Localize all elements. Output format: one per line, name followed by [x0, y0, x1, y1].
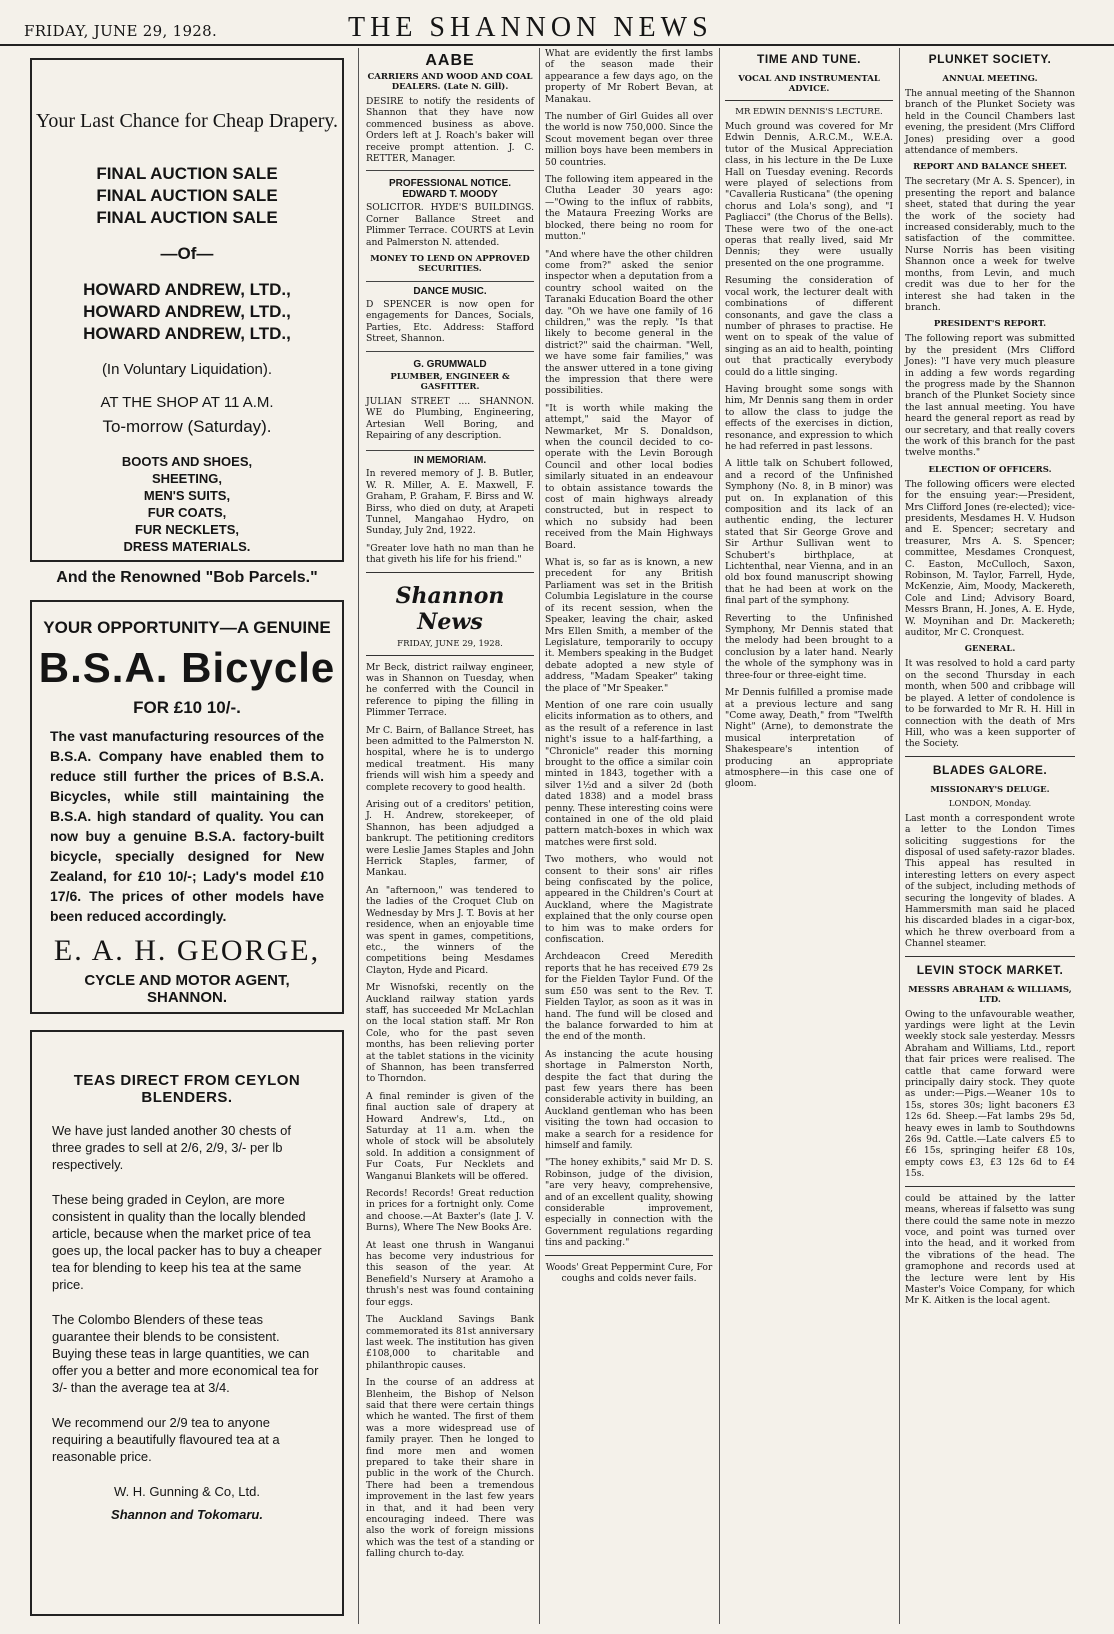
- article-paragraph: Reverting to the Unfinished Symphony, Mr Dennis stated that the melody had been brought to a conclusion by a later hand. Nearly the whole of the symphony was in three-four or three-eight time.: [725, 612, 893, 681]
- news-paragraph: Mr Beck, district railway engineer, was in Shannon on Tuesday, when he conferred with the Council in reference to piping the filling in Plimmer Terrace.: [366, 661, 534, 719]
- column-2: [366, 48, 534, 1624]
- news-paragraph: Records! Records! Great reduction in prices for a fortnight only. Come and choose.—At Baxter's (late J. V. Burns), Where The New Books Are.: [366, 1188, 534, 1234]
- moody-money: MONEY TO LEND ON APPROVED SECURITIES.: [370, 254, 530, 275]
- levin-title: LEVIN STOCK MARKET.: [916, 962, 1064, 977]
- grumwald-text: JULIAN STREET .... SHANNON. WE do Plumbing, Engineering, Artesian Well Boring, and Repairing of any description.: [366, 395, 534, 441]
- masthead: [0, 0, 1114, 46]
- peppermint-cure-ad: Woods' Great Peppermint Cure, For coughs and colds never fails.: [545, 1261, 713, 1285]
- drapery-headline: Your Last Chance for Cheap Drapery.: [35, 110, 339, 132]
- teas-paragraph: We have just landed another 30 chests of three grades to sell at 2/6, 2/9, 3/- per lb respectively.: [52, 1123, 291, 1172]
- column-5: [905, 48, 1075, 1624]
- bsa-headline: YOUR OPPORTUNITY—A GENUINE: [43, 618, 331, 637]
- news-paragraph: The following item appeared in the Clutha Leader 30 years ago:—"Owing to the influx of rabbits, the Mataura Freezing Works are blocked, there being no room for mutton.": [545, 174, 713, 243]
- news-paragraph: Mr C. Bairn, of Ballance Street, has been admitted to the Palmerston N. hospital, where he is to undergo medical treatment. His many friends will wish him a speedy and complete recovery to good health.: [366, 724, 534, 793]
- news-paragraph: "It is worth while making the attempt," said the Mayor of Newmarket, Mr S. Donaldson, when the council decided to co-operate with the Levin Borough Council and other local bodies similarly situated in an endeavour to obtain assistance towards the cost of main highways already constructed, but in respect to which no subsidy had been received from the Main Highways Board.: [545, 402, 713, 551]
- firm-line: HOWARD ANDREW, LTD.,: [83, 280, 291, 299]
- memoriam-quote: "Greater love hath no man than he that giveth his life for his friend.": [366, 542, 534, 566]
- time-and-tune-sub: VOCAL AND INSTRUMENTAL ADVICE.: [738, 74, 880, 94]
- goods-item: BOOTS AND SHOES,: [121, 454, 253, 469]
- plunket-sub: ANNUAL MEETING.: [942, 74, 1038, 84]
- dateline: FRIDAY, JUNE 29, 1928.: [397, 638, 503, 649]
- news-paragraph: An "afternoon," was tendered to the ladies of the Croquet Club on Wednesday by Mrs J. T. Bovis at her residence, when an enjoyable time was spent in games, competitions, etc., the winners of the competitions being Mesdames Clayton, Hyde and Picard.: [366, 884, 534, 976]
- goods-item: FUR NECKLETS,: [135, 522, 239, 537]
- news-paragraph: Mention of one rare coin usually elicits information as to others, and as the result of a reference in last night's issue to a half-farthing, a "Chronicle" reader this morning brought to the office a similar coin minted in 1843, together with a silver 1½d and a silver 2d (both dated 1838) and a model brass penny. These interesting coins were contained in one of the old plaid pattern match-boxes in which wax matches were first sold.: [545, 699, 713, 848]
- agent-role: CYCLE AND MOTOR AGENT,: [84, 972, 290, 989]
- sale-time: To-morrow (Saturday).: [102, 417, 272, 436]
- article-paragraph: Much ground was covered for Mr Edwin Dennis, A.R.C.M., W.E.A. tutor of the Musical Appreciation class, in his lecture in the De Luxe Hall on Tuesday evening. Records were played of selections from "Cavalleria Rusticana" (the opening chorus and Lola's song), and "I Pagliacci" (the Chorus of the Bells). These were two of the one-act operas that really lived, said Mr Dennis; they were usually presented on the one programme.: [725, 121, 893, 269]
- lecture-head: MR EDWIN DENNIS'S LECTURE.: [735, 107, 883, 117]
- sale-line: FINAL AUCTION SALE: [96, 164, 278, 183]
- column-rule: [899, 48, 900, 1624]
- memoriam-title: IN MEMORIAM.: [413, 455, 487, 467]
- news-paragraph: The number of Girl Guides all over the world is now 750,000. Since the Scout movement began over three million boys have been members in 50 countries.: [545, 111, 713, 168]
- article-paragraph: Resuming the consideration of vocal work, the lecturer dealt with combinations of different consonants, and gave the class a number of phrases to practise. He went on to speak of the value of singing as an aid to health, pointing out that practically everybody could do a little singing.: [725, 275, 893, 378]
- bsa-advert: [30, 600, 344, 1014]
- shannon-news-logo: Shannon News: [395, 582, 505, 635]
- sale-line: FINAL AUCTION SALE: [96, 186, 278, 205]
- bsa-body: The vast manufacturing resources of the B.S.A. Company have enabled them to reduce still further the prices of B.S.A. Bicycles, while still maintaining the B.S.A. high standard of quality. You can now buy a genuine B.S.A. factory-built bicycle, specially designed for New Zealand, for £10 10/-; Lady's model £10 17/6. The prices of other models have been reduced accordingly.: [50, 728, 324, 924]
- dance-text: D SPENCER is now open for engagements for Dances, Socials, Parties, Etc. Address: Stafford Street, Shannon.: [366, 299, 534, 345]
- news-paragraph: A final reminder is given of the final auction sale of drapery at Howard Andrew's, Ltd., on Saturday at 11 a.m. when the whole of stock will be absolutely sold. In addition a consignment of Fur Coats, Fur Necklets and Wanganui Blankets will be offered.: [366, 1090, 534, 1182]
- moody-text: SOLICITOR. HYDE'S BUILDINGS. Corner Ballance Street and Plimmer Terrace. COURTS at Levin and Palmerston N. attended.: [366, 202, 534, 248]
- news-paragraph: "And where have the other children come from?" asked the senior inspector when a deputation from a country school waited on the Taranaki Education Board the other day. "Oh we have one family of 16 children," was the reply. "Is that likely to become general in the district?" said the chairman. "Well, we have some fair families," was the answer uttered in a tone giving the impression that there were possibilities.: [545, 248, 713, 397]
- news-paragraph: What is, so far as is known, a new precedent for any British Parliament was set in the British Columbia Legislature in the course of its recent session, when the Speaker, leaving the chair, asked Mrs Ellen Smith, a member of the Legislature, temporarily to occupy it. Members speaking in the Budget debate adopted a new style of address, "Madam Speaker" taking the place of "Mr Speaker.": [545, 557, 713, 694]
- report-head: REPORT AND BALANCE SHEET.: [913, 162, 1067, 173]
- goods-item: FUR COATS,: [147, 505, 227, 520]
- blades-sub: MISSIONARY'S DELUGE.: [930, 784, 1050, 795]
- article-paragraph: The following report was submitted by the president (Mrs Clifford Jones): "I have very much pleasure in adding a few words regarding the progress made by the Shannon branch of the Plunket Society since the last annual meeting. You have heard the general report as read by our secretary, and that really covers the work of this branch for the past twelve months.": [905, 333, 1075, 459]
- news-paragraph: Mr Wisnofski, recently on the Auckland railway station yards staff, has succeeded Mr McLachlan on the local station staff. Mr Ron Cole, who for the past seven months, has been relieving porter at the tablet stations in the vicinity of Shannon, has been transferred to Thorndon.: [366, 982, 534, 1085]
- memoriam-text: In revered memory of J. B. Butler, W. R. Miller, A. E. Maxwell, F. Graham, P. Graham, F. Birss and W. Birss, who died on duty, at Arapeti Tunnel, Mangahao Hydro, on Sunday, July 2nd, 1922.: [366, 468, 534, 537]
- column-rule: [539, 48, 540, 1624]
- election-head: ELECTION OF OFFICERS.: [928, 464, 1052, 475]
- article-paragraph: Owing to the unfavourable weather, yardings were light at the Levin weekly stock sale yesterday. Messrs Abraham and Williams, Ltd., report that fair prices were realised. The cattle that came forward were principally dairy stock. They quote as under:—Pigs.—Weaner 10s to 15s, stores 30s; light baconers £3 12s 6d. Sheep.—Fat lambs 29s 5d, heavy ewes in lamb to Southdowns 26s 9d. Cattle.—Late calvers £5 to £6 15s, springing heifer £8 10s, empty cows £3, £3 12s 6d to £4 15s.: [905, 1008, 1075, 1180]
- article-paragraph: It was resolved to hold a card party on the second Thursday in each month, when 500 and cribbage will be played. A letter of condolence is to be forwarded to Mr R. H. Hill in connection with the death of Mrs Hill, who was a keen supporter of the Society.: [905, 658, 1075, 750]
- plunket-title: PLUNKET SOCIETY.: [928, 52, 1052, 66]
- sale-line: FINAL AUCTION SALE: [96, 208, 278, 227]
- article-paragraph: The annual meeting of the Shannon branch of the Plunket Society was held in the Council Chambers last evening, the president (Mrs Clifford Jones) presiding over a good attendance of members.: [905, 88, 1075, 157]
- teas-paragraph: The Colombo Blenders of these teas guarantee their blends to be consistent. Buying these teas in large quantities, we can offer you a better and more economical tea for 3/- than the average tea at 3/4.: [52, 1312, 319, 1395]
- sale-place: AT THE SHOP AT 11 A.M.: [100, 394, 274, 411]
- article-paragraph: A little talk on Schubert followed, and a record of the Unfinished Symphony (No. 8, in B minor) was put on. In explanation of this composition and its lack of an authentic ending, the lecturer stated that Sir George Grove and Sir Arthur Sullivan went to Schubert's birthplace, at Lichtenthal, near Vienna, and in an old box found manuscript showing that he had been at work on the final part of the symphony.: [725, 458, 893, 607]
- gunning-towns: Shannon and Tokomaru.: [111, 1507, 263, 1522]
- article-paragraph: Last month a correspondent wrote a letter to the London Times soliciting suggestions for the disposal of used safety-razor blades. This appeal has resulted in interesting letters on every aspect of the subject, including methods of securing the longevity of blades. A Hammersmith man said he placed his discarded blades in a cigar-box, which he threw overboard from a Channel steamer.: [905, 812, 1075, 950]
- article-paragraph: Having brought some songs with him, Mr Dennis sang them in order to allow the class to judge the effects of the exercises in diction, resonance, and expression to which he had referred in past lessons.: [725, 383, 893, 452]
- levin-sub: MESSRS ABRAHAM & WILLIAMS, LTD.: [908, 984, 1072, 1005]
- teas-headline: TEAS DIRECT FROM CEYLON BLENDERS.: [73, 1072, 301, 1106]
- article-paragraph: could be attained by the latter means, whereas if falsetto was sung there could the same note in mezzo voce, and point was turned over into the head, and it worked from the vibrations of the head. The gramophone and records used at the lecture were lent by His Master's Voice Company, for which Mr K. Aitken is the local agent.: [905, 1192, 1075, 1307]
- aabe-sub: CARRIERS AND WOOD AND COAL DEALERS. (Late N. Gill).: [367, 72, 533, 92]
- time-and-tune-title: TIME AND TUNE.: [757, 52, 861, 66]
- news-paragraph: What are evidently the first lambs of the season made their appearance a few days ago, on the property of Mr Robert Bevan, at Manakau.: [545, 48, 713, 105]
- dance-title: DANCE MUSIC.: [413, 286, 487, 298]
- news-paragraph: Two mothers, who would not consent to their sons' air rifles being confiscated by the police, appeared in the Children's Court at Auckland, where the Magistrate explained that the only course open to him was to make orders for confiscation.: [545, 854, 713, 946]
- blades-dateline: LONDON, Monday.: [948, 798, 1032, 809]
- news-paragraph: At least one thrush in Wanganui has become very industrious for this season of the year. At Benefield's Nursery at Aramoho a thrush's nest was found containing four eggs.: [366, 1239, 534, 1308]
- article-paragraph: The following officers were elected for the ensuing year:—President, Mrs Clifford Jones (re-elected); vice-presidents, Mesdames H. V. Hudson and E. Spencer; secretary and treasurer, Mrs A. S. Spencer; committee, Mesdames Cronquest, C. Easton, McCulloch, Saxon, Robinson, M. Taylor, Farrell, Hyde, McKenzie, Aim, Moody, Mackereth, Cole and Lind; Advisory Board, Messrs Brann, H. Jones, A. E. Hyde, W. Moynihan and Dr. Mackereth; auditor, Mr C. Cronquest.: [905, 478, 1075, 639]
- grumwald-title: G. GRUMWALD: [413, 358, 487, 370]
- column-rule: [358, 48, 359, 1624]
- news-paragraph: As instancing the acute housing shortage in Palmerston North, despite the fact that during the past few years there has been considerable activity in building, an Auckland gentleman who has been visiting the town had occasion to make a search for a residence for himself and family.: [545, 1048, 713, 1151]
- of-line: —Of—: [160, 244, 214, 263]
- bsa-brand: B.S.A. Bicycle: [38, 644, 336, 691]
- issue-date: FRIDAY, JUNE 29, 1928.: [24, 22, 218, 40]
- general-head: GENERAL.: [964, 644, 1016, 655]
- drapery-advert: [30, 58, 344, 586]
- teas-advert: [30, 1030, 344, 1616]
- column-4: [725, 48, 893, 1624]
- teas-paragraph: These being graded in Ceylon, are more consistent in quality than the locally blended article, because when the market price of tea goes up, the local packer has to buy a cheaper tea for blending to keep his tea at the same price.: [52, 1192, 322, 1292]
- agent-town: SHANNON.: [146, 989, 227, 1006]
- bob-parcels: And the Renowned "Bob Parcels.": [56, 569, 318, 586]
- newspaper-title: THE SHANNON NEWS: [348, 12, 713, 43]
- aabe-title: AABE: [425, 52, 475, 69]
- column-3: [545, 48, 713, 1624]
- aabe-text: DESIRE to notify the residents of Shannon that they have now commenced business as above. Orders left at J. Roach's baker will receive prompt attention. J. C. RETTER, Manager.: [366, 96, 534, 165]
- grumwald-sub: PLUMBER, ENGINEER & GASFITTER.: [390, 371, 510, 392]
- firm-line: HOWARD ANDREW, LTD.,: [83, 324, 291, 343]
- goods-item: MEN'S SUITS,: [143, 488, 231, 503]
- teas-paragraph: We recommend our 2/9 tea to anyone requiring a beautifully flavoured tea at a reasonable price.: [52, 1415, 280, 1464]
- news-paragraph: The Auckland Savings Bank commemorated its 81st anniversary last week. The institution has given £108,000 to charitable and philanthropic causes.: [366, 1314, 534, 1371]
- firm-line: HOWARD ANDREW, LTD.,: [83, 302, 291, 321]
- column-rule: [719, 48, 720, 1624]
- goods-item: SHEETING,: [151, 471, 223, 486]
- news-paragraph: "The honey exhibits," said Mr D. S. Robinson, judge of the division, "are very heavy, comprehensive, and of an excellent quality, showing considerable improvement, especially in connection with the Government regulations regarding tins and packing.": [545, 1157, 713, 1249]
- news-paragraph: Archdeacon Creed Meredith reports that he has received £79 2s for the Fielden Taylor Fund. Of the sum £50 was sent to the Rev. T. Fielden Taylor, as soon as it was in hand. The fund will be closed and the balance forwarded to him at the end of the month.: [545, 951, 713, 1043]
- bsa-price: FOR £10 10/-.: [133, 698, 241, 717]
- blades-title: BLADES GALORE.: [932, 762, 1048, 777]
- news-paragraph: Arising out of a creditors' petition, J. H. Andrew, storekeeper, of Shannon, has been adjudged a bankrupt. The petitioning creditors were Leslie James Staples and John Herrick Staples, farmer, of Mankau.: [366, 799, 534, 879]
- gunning-firm: W. H. Gunning & Co, Ltd.: [114, 1484, 260, 1499]
- news-paragraph: In the course of an address at Blenheim, the Bishop of Nelson said that there were certain things which he wanted. The first of them was a more widespread use of family prayer. Then he longed to find more men and women prepared to take their share in public in the work of the Church. There had been a tremendous improvement in the last few years in that, and it had been very encouraging indeed. There was also the work of foreign missions which was the test of a standing or falling church to-day.: [366, 1377, 534, 1560]
- moody-title: PROFESSIONAL NOTICE. EDWARD T. MOODY: [388, 178, 512, 201]
- agent-name: E. A. H. GEORGE,: [53, 934, 321, 967]
- liquidation-note: (In Voluntary Liquidation).: [101, 361, 273, 378]
- article-paragraph: The secretary (Mr A. S. Spencer), in presenting the report and balance sheet, stated that during the year the work of the society had increased considerably, much to the satisfaction of the committee. Nurse Norris has been visiting Shannon once a week for twelve months, from Levin, and much credit was due to her for the interest she had taken in the branch.: [905, 176, 1075, 313]
- president-head: PRESIDENT'S REPORT.: [933, 319, 1047, 330]
- goods-item: DRESS MATERIALS.: [123, 539, 251, 554]
- article-paragraph: Mr Dennis fulfilled a promise made at a previous lecture and sang "Come away, Death," from "Twelfth Night" (Arne), to demonstrate the musical interpretation of Shakespeare's intention of producing an appropriate atmosphere—in this case one of gloom.: [725, 687, 893, 790]
